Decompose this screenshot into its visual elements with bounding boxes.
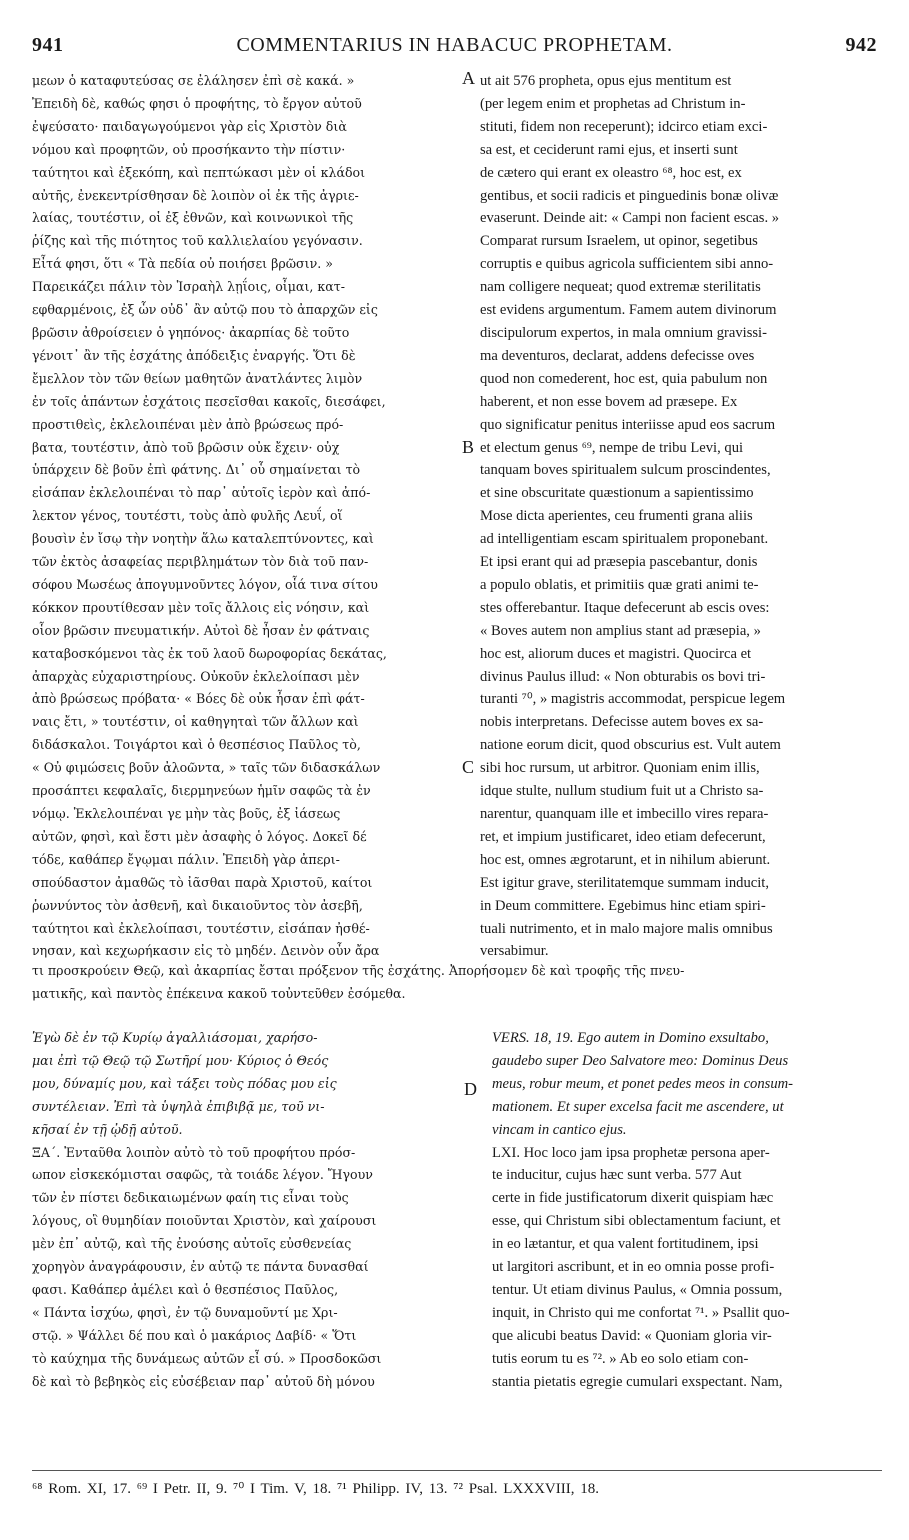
text-line: μὲν ἐπ᾽ αὐτῷ, καὶ τῆς ἐνούσης αὐτοῖς εὐσθενείας [32,1236,352,1252]
text-line: γένοιτ᾽ ἂν τῆς ἐσχάτης ἀπόδειξις ἐναργής. Ὅτι δὲ [32,347,356,363]
text-line: ΞΑ΄. Ἐνταῦθα λοιπὸν αὐτὸ τὸ τοῦ προφήτου πρόσ- [32,1144,356,1160]
text-line: vincam in cantico ejus. [492,1121,627,1138]
text-line: turanti ⁷⁰, » magistris accommodat, perspicue legem [480,691,786,708]
text-line: « Πάντα ἰσχύω, φησὶ, ἐν τῷ δυναμοῦντί με Χρι- [32,1304,338,1320]
text-line: ταύτητοι καὶ ἐκλελοίπασι, τουτέστιν, εἰσάπαν ἠσθέ- [32,920,370,936]
text-line: τῶν ἐν πίστει δεδικαιωμένων φαίη τις εἶναι τοὺς [32,1190,349,1206]
text-line: haberent, et non esse bovem ad præsepe. Ex [480,393,738,410]
page-number-left: 941 [32,34,64,56]
text-line: νησαν, καὶ κεχωρήκασιν εἰς τὸ μηδέν. Δεινὸν οὖν ἄρα [32,943,380,959]
text-line: νόμου καὶ προφητῶν, οὐ προσήκαντο τὴν πίστιν· [32,141,346,157]
text-line: (per legem enim et prophetas ad Christum in- [480,95,746,112]
text-line: Comparat rursum Israelem, ut opinor, segetibus [480,233,758,250]
text-line: hoc est, omnes ægrotarunt, et in nihilum abierunt. [480,851,771,868]
text-line: et electum genus ⁶⁹, nempe de tribu Levi, qui [480,439,744,456]
text-line: meus, robur meum, et ponet pedes meos in consum- [492,1075,794,1092]
text-line: mationem. Et super excelsa facit me ascendere, ut [492,1098,784,1115]
text-line: esse, qui Christum sibi oblectamentum faciunt, et [492,1213,781,1230]
text-line: βρῶσιν ἀθροίσειεν ὁ γηπόνος· ἀκαρπίας δὲ τοῦτο [32,324,350,340]
text-line: λαίας, τουτέστιν, οἱ ἐξ ἐθνῶν, καὶ κοινωνικοὶ τῆς [32,210,354,226]
text-line: ωπον εἰσκεκόμισται σαφῶς, τὰ τοιάδε λέγον. Ἤγουν [32,1167,373,1183]
text-line: divinus Paulus illud: « Non obturabis os bovi tri- [480,668,766,685]
text-line: a populo oblatis, et primitiis quæ grati animi te- [480,576,759,593]
text-line: in eo lætantur, et qua valent fortitudinem, ipsi [492,1236,759,1253]
text-line: ἀπαρχὰς εὐχαριστηρίους. Οὐκοῦν ἐκλελοίπασι μὲν [32,668,360,684]
text-line: σπούδαστον ἀμαθῶς τὸ ἰᾶσθαι παρὰ Χριστοῦ, καίτοι [32,874,373,890]
section-marker-c: C [462,757,475,777]
text-line: φασι. Καθάπερ ἀμέλει καὶ ὁ θεσπέσιος Παῦλος, [32,1281,339,1297]
text-line: εφθαρμένοις, ἐξ ὧν οὐδ᾽ ἂν αὐτῷ που τὸ ἀπαρχῶν εἰς [32,302,378,318]
text-line: Ἐγὼ δὲ ἐν τῷ Κυρίῳ ἀγαλλιάσομαι, χαρήσο- [32,1030,318,1045]
text-line: stituti, fidem non receperunt); idcirco etiam exci- [480,118,768,135]
text-line: Mose dicta aperientes, ceu frumenti grana aliis [480,508,753,525]
text-line: stantia pietatis egregie cumulari exspectant. Nam, [492,1373,783,1390]
text-line: αὐτῶν, φησὶ, καὶ ἔστι μὲν ἀσαφὴς ὁ λόγος. Δοκεῖ δέ [32,828,367,844]
greek-column [32,70,460,963]
text-line: Παρεικάζει πάλιν τὸν Ἰσραὴλ λῃΐοις, οἶμαι, κατ- [32,279,345,295]
text-line: discipulorum expertos, in mala omnium gravissi- [480,324,767,341]
text-line: στῷ. » Ψάλλει δέ που καὶ ὁ μακάριος Δαβίδ· « Ὅτι [32,1327,357,1343]
text-line: VERS. 18, 19. Ego autem in Domino exsultabo, [492,1030,769,1046]
text-line: sibi hoc rursum, ut arbitror. Quoniam enim illis, [480,760,760,777]
text-line: προσάπτει κεφαλαῖς, διερμηνεύων ἡμῖν σαφῶς τὰ ἐν [32,783,371,799]
section-marker-b: B [462,437,475,457]
text-line: οἷον βρῶσιν πνευματικήν. Αὐτοὶ δὲ ἦσαν ἐν φάτναις [32,622,370,638]
text-line: μου, δύναμίς μου, καὶ τάξει τοὺς πόδας μου εἰς [32,1075,337,1091]
text-line: ματικῆς, καὶ παντὸς ἐπέκεινα κακοῦ τοὐντεῦθεν ἐσόμεθα. [32,985,406,1001]
text-line: in Deum committere. Egebimus hinc etiam spiri- [480,897,766,914]
footnote-rule [32,1470,882,1471]
running-header [32,34,877,60]
text-line: χορηγὸν ἀναγράφουσιν, ἐν αὐτῷ τε πάντα δυνασθαί [32,1259,369,1275]
text-line: ῥωννύντος τὸν ἀσθενῆ, καὶ δικαιοῦντος τὸν ἀσεβῆ, [32,897,363,913]
text-line: inquit, in Christo qui me confortat ⁷¹. » Psallit quo- [492,1304,790,1321]
text-line: « Boves autem non amplius stant ad præsepia, » [480,622,761,639]
text-line: λεκτον γένος, τουτέστι, τοὺς ἀπὸ φυλῆς Λευΐ, οἵ [32,508,343,524]
footnotes: ⁶⁸ Rom. XI, 17. ⁶⁹ I Petr. II, 9. ⁷⁰ I Tim. V, 18. ⁷¹ Philipp. IV, 13. ⁷² Psal. LXXXVIII, 18. [32,1481,599,1497]
text-line: Ἐπειδὴ δὲ, καθώς φησι ὁ προφήτης, τὸ ἔργον αὐτοῦ [32,95,362,111]
text-line: gentibus, et socii radicis et pinguedinis bonæ olivæ [480,187,779,204]
text-line: tutis eorum tu es ⁷². » Ab eo solo etiam con- [492,1350,749,1367]
text-line: « Οὐ φιμώσεις βοῦν ἀλοῶντα, » ταῖς τῶν διδασκάλων [32,760,381,776]
text-line: Εἶτά φησι, ὅτι « Τὰ πεδία οὐ ποιήσει βρῶσιν. » [32,256,333,272]
text-line: idque stulte, nullum studium fuit ut a Christo sa- [480,783,764,800]
text-line: quo significatur penitus interiisse apud eos sacrum [480,416,776,433]
text-line: τὸ καύχημα τῆς δυνάμεως αὐτῶν εἶ σύ. » Προσδοκῶσι [32,1350,382,1366]
text-line: nam colligere nequeat; quod extremæ sterilitatis [480,279,761,296]
text-line: ut ait 576 propheta, opus ejus mentitum est [480,73,732,89]
text-line: evaserunt. Deinde ait: « Campi non facient escas. » [480,210,780,227]
running-title: COMMENTARIUS IN HABACUC PROPHETAM. [236,34,673,56]
text-line: est evidens argumentum. Famem autem divinorum [480,302,777,319]
text-line: τόδε, καθάπερ ἔγῳμαι πάλιν. Ἐπειδὴ γὰρ ἀπερι- [32,851,340,867]
text-line: Est igitur grave, sterilitatemque summam inducit, [480,874,769,891]
text-line: tentur. Ut etiam divinus Paulus, « Omnia possum, [492,1281,783,1298]
text-line: gaudebo super Deo Salvatore meo: Dominus Deus [492,1052,789,1069]
text-line: ma deventuros, declarat, addens defecisse oves [480,347,755,364]
text-line: natione eorum dicit, quod obscurius est. Vult autem [480,737,781,754]
greek-full-width-paragraph [32,960,882,1006]
text-line: μεων ὁ καταφυτεύσας σε ἐλάλησεν ἐπὶ σὲ κακά. » [32,73,355,88]
text-line: λόγους, οἳ θυμηδίαν ποιοῦνται Χριστὸν, καὶ χαίρουσι [32,1213,377,1229]
text-line: que alicubi beatus David: « Quoniam gloria vir- [492,1327,772,1344]
text-line: nobis interpretans. Defecisse autem boves ex sa- [480,714,764,731]
text-line: ἐν τοῖς ἁπάντων ἐσχάτοις πεσεῖσθαι κακοῖς, διεσάφει, [32,393,386,409]
text-line: δὲ καὶ τὸ βεβηκὸς εἰς εὐσέβειαν παρ᾽ αὐτοῦ δὴ μόνου [32,1373,375,1389]
text-line: τι προσκρούειν Θεῷ, καὶ ἀκαρπίας ἔσται πρόξενον τῆς ἐσχάτης. Ἀπορήσομεν δὲ καὶ τροφῆς τῆς πνευ- [32,963,685,978]
text-line: ret, et impium justificaret, ideo etiam defecerunt, [480,828,766,845]
text-line: κῆσαί ἐν τῇ ᾠδῇ αὐτοῦ. [32,1121,183,1137]
text-line: ἐψεύσατο· παιδαγωγούμενοι γὰρ εἰς Χριστὸν διὰ [32,118,347,134]
text-line: tuali nutrimento, et in malo majore malis omnibus [480,920,773,937]
text-line: LXI. Hoc loco jam ipsa prophetæ persona aper- [492,1144,770,1161]
text-line: ut largitori ascribunt, et in eo omnia posse profi- [492,1259,775,1276]
text-line: κόκκον προυτίθεσαν μὲν τοῖς ἄλλοις εἰς νόησιν, καὶ [32,599,370,615]
text-line: et sine obscuritate quæstionum a sapientissimo [480,485,754,502]
text-line: νόμῳ. Ἐκλελοιπέναι γε μὴν τὰς βοῦς, ἐξ ἰάσεως [32,806,341,821]
text-line: certe in fide justificatorum dixerit quispiam hæc [492,1190,774,1207]
text-line: sa est, et ceciderunt rami ejus, et inserti sunt [480,141,738,158]
text-line: βουσὶν ἐν ἴσῳ τὴν νοητὴν ἅλω καταλεπτύνοντες, καὶ [32,531,374,547]
text-line: τῶν ἐκτὸς ἀσαφείας περιβλημάτων τὸν διὰ τοῦ παν- [32,554,369,570]
text-line: Et ipsi erant qui ad præsepia pascebantur, donis [480,554,758,571]
text-line: ἔμελλον τὸν τῶν θείων μαθητῶν ἀνατλάντες λιμὸν [32,370,363,386]
text-line: te inducitur, cujus hæc sunt verba. 577 Aut [492,1167,742,1184]
text-line: ad intelligentiam escam spiritualem proponebant. [480,531,769,548]
text-line: quod non comederent, hoc est, quia pabulum non [480,370,768,387]
text-line: stes offerebantur. Itaque defecerunt ab escis oves: [480,599,770,616]
text-line: προστιθεὶς, ἐκλελοιπέναι μὲν ἀπὸ βρώσεως πρό- [32,416,344,432]
text-line: διδάσκαλοι. Τοιγάρτοι καὶ ὁ θεσπέσιος Παῦλος τὸ, [32,737,361,753]
text-line: ὑπάρχειν δὲ βοῦν ἐπὶ φάτνης. Δι᾽ οὗ σημαίνεται τὸ [32,462,361,478]
section-marker-d: D [464,1079,477,1099]
text-line: ναις ἔτι, » τουτέστιν, οἱ καθηγηταὶ τῶν ἄλλων καὶ [32,714,359,730]
text-line: σόφου Μωσέως ἀπογυμνοῦντες λόγον, οἷά τινα σίτου [32,576,378,592]
section-marker-a: A [462,68,475,88]
text-line: hoc est, aliorum duces et magistri. Quocirca et [480,645,752,662]
text-line: ῥίζης καὶ τῆς πιότητος τοῦ καλλιελαίου γεγόνασιν. [32,233,363,249]
latin-column [480,70,880,963]
text-line: βατα, τουτέστιν, ἀπὸ τοῦ βρῶσιν οὐκ ἔχειν· οὐχ [32,439,340,455]
latin-column-lower [492,1027,882,1394]
page-number-right: 942 [845,34,877,56]
text-line: συντέλειαν. Ἐπὶ τὰ ὑψηλὰ ἐπιβιβᾷ με, τοῦ νι- [32,1098,325,1114]
text-line: ἀπὸ βρώσεως πρόβατα· « Βόες δὲ οὐκ ἦσαν ἐπὶ φάτ- [32,691,365,707]
text-line: tanquam boves spiritualem sulcum proscindentes, [480,462,771,479]
text-line: μαι ἐπὶ τῷ Θεῷ τῷ Σωτῆρί μου· Κύριος ὁ Θεός [32,1052,329,1068]
text-line: versabimur. [480,943,549,960]
text-line: αὐτῆς, ἐνεκεντρίσθησαν δὲ λοιπὸν οἱ ἐκ τῆς ἀγριε- [32,187,359,203]
text-line: εἰσάπαν ἐκλελοιπέναι τὸ παρ᾽ αὐτοῖς ἱερὸν καὶ ἀπό- [32,485,371,501]
text-line: narentur, quanquam ille et imbecillo vires repara- [480,806,769,822]
greek-column-lower [32,1027,460,1394]
text-line: corruptis e quibus agricola sufficientem sibi anno- [480,256,774,273]
text-line: ταύτητοι καὶ ἐξεκόπη, καὶ πεπτώκασι μὲν οἱ κλάδοι [32,164,366,180]
text-line: de cætero qui erant ex oleastro ⁶⁸, hoc est, ex [480,164,742,181]
text-line: καταβοσκόμενοι τὰς ἐκ τοῦ λαοῦ δωροφορίας δεκάτας, [32,645,387,661]
